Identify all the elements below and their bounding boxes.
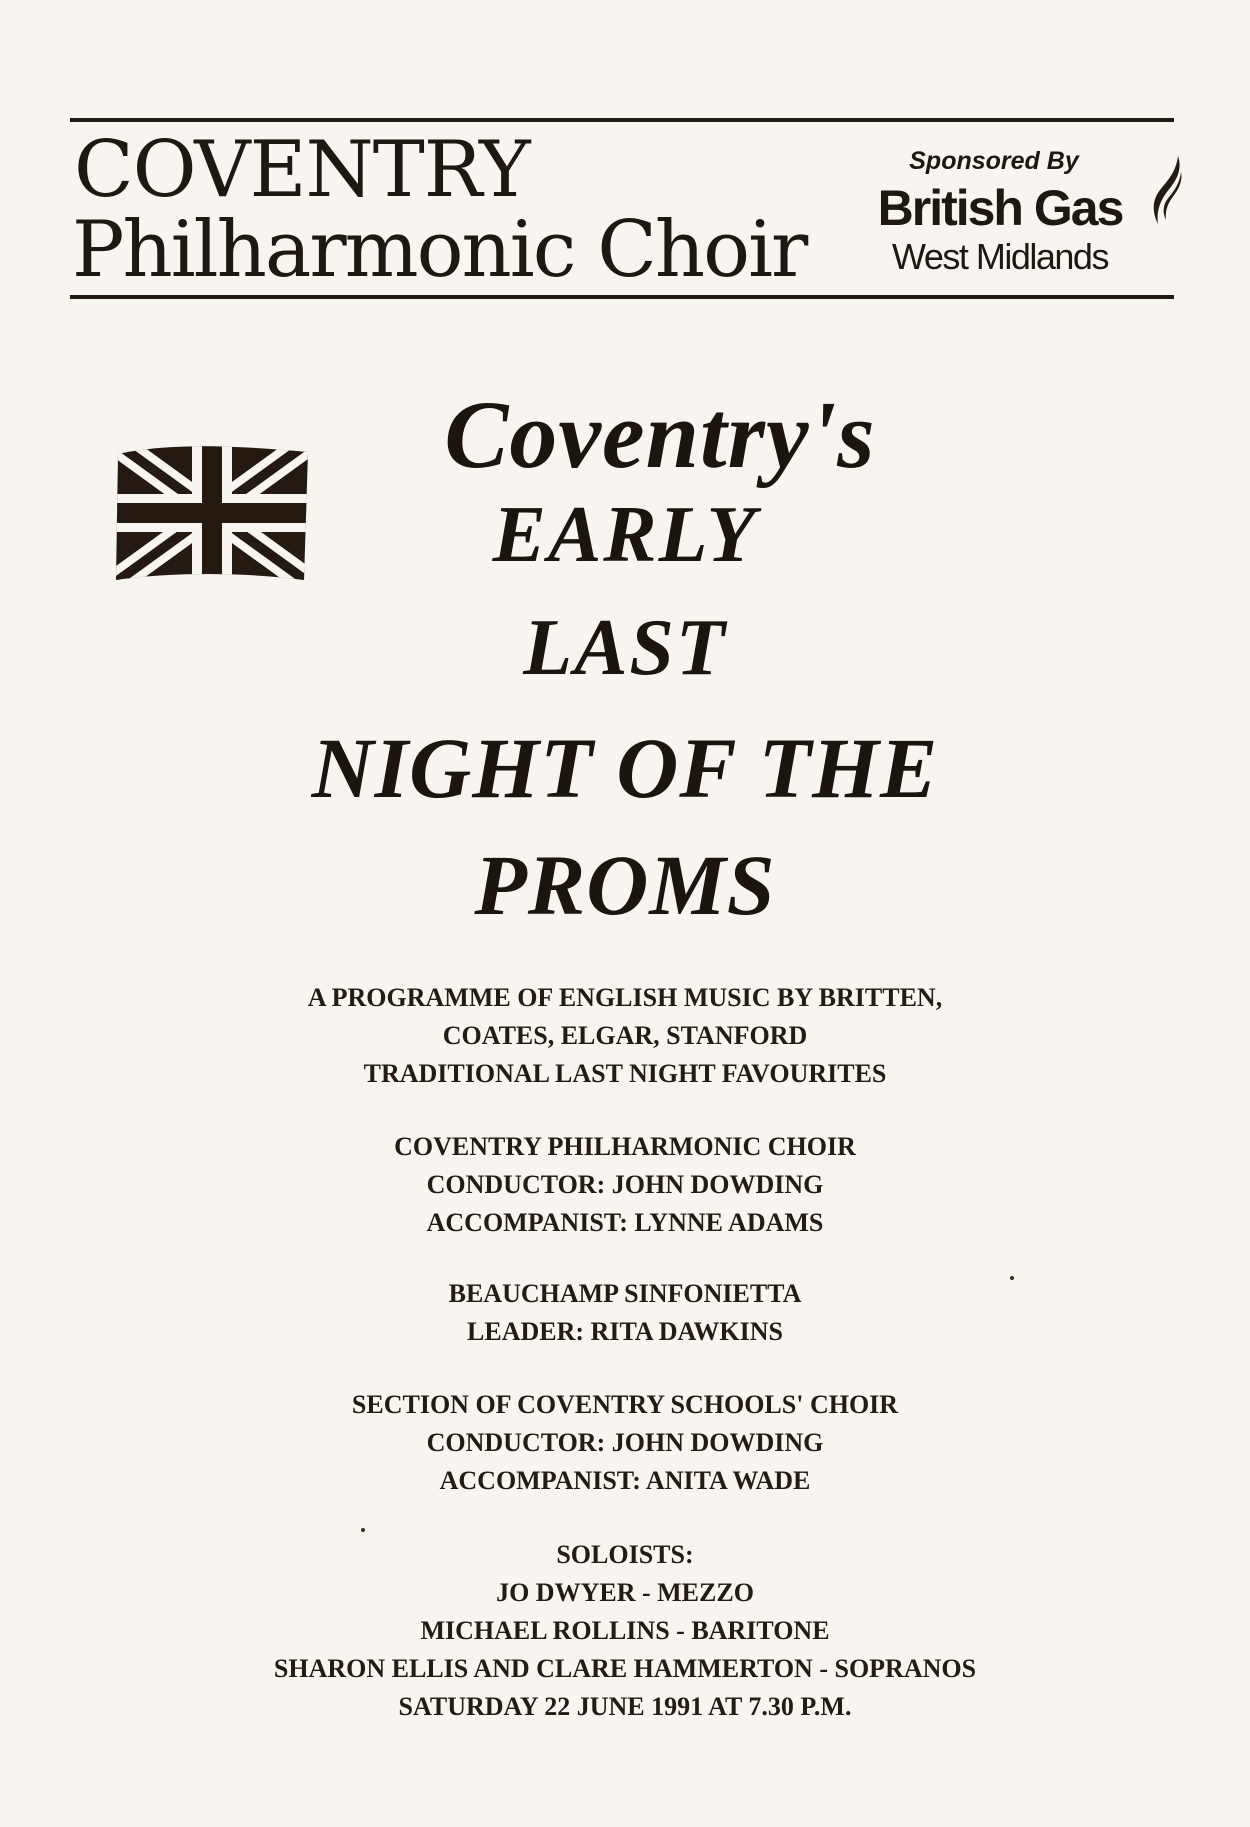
soloist-line: SHARON ELLIS AND CLARE HAMMERTON - SOPRANOS bbox=[273, 1654, 977, 1683]
choir-name: COVENTRY PHILHARMONIC CHOIR bbox=[394, 1132, 856, 1161]
schools-choir-conductor: CONDUCTOR: JOHN DOWDING bbox=[426, 1428, 824, 1457]
title-line-last: LAST bbox=[523, 604, 727, 692]
event-date-time: SATURDAY 22 JUNE 1991 AT 7.30 P.M. bbox=[398, 1692, 852, 1721]
soloist-line: MICHAEL ROLLINS - BARITONE bbox=[420, 1616, 830, 1645]
sponsor-region: West Midlands bbox=[892, 236, 1108, 277]
programme-line: A PROGRAMME OF ENGLISH MUSIC BY BRITTEN, bbox=[307, 983, 943, 1012]
orchestra-credits bbox=[0, 1275, 1250, 1351]
choir-name-line2: Philharmonic Choir bbox=[72, 205, 807, 295]
choir-conductor: CONDUCTOR: JOHN DOWDING bbox=[426, 1170, 824, 1199]
title-line-coventrys: Coventry's bbox=[444, 381, 876, 488]
programme-line: TRADITIONAL LAST NIGHT FAVOURITES bbox=[363, 1059, 887, 1088]
title-line-night-of-the: NIGHT OF THE bbox=[311, 720, 939, 816]
title-line-early: EARLY bbox=[492, 491, 758, 579]
schools-choir-name: SECTION OF COVENTRY SCHOOLS' CHOIR bbox=[351, 1390, 899, 1419]
title-line-proms: PROMS bbox=[474, 837, 776, 933]
flame-icon bbox=[1148, 154, 1184, 228]
soloists-section bbox=[0, 1536, 1250, 1726]
sponsored-by-label: Sponsored By bbox=[909, 147, 1079, 175]
choir-name-line1: COVENTRY bbox=[74, 125, 530, 215]
programme-line: COATES, ELGAR, STANFORD bbox=[442, 1021, 808, 1050]
print-speck bbox=[1010, 1276, 1014, 1280]
choir-accompanist: ACCOMPANIST: LYNNE ADAMS bbox=[426, 1208, 824, 1237]
sponsor-name: British Gas bbox=[877, 180, 1123, 236]
orchestra-name: BEAUCHAMP SINFONIETTA bbox=[448, 1279, 802, 1308]
soloist-line: JO DWYER - MEZZO bbox=[496, 1578, 754, 1607]
header-band bbox=[70, 118, 1174, 303]
orchestra-leader: LEADER: RITA DAWKINS bbox=[467, 1317, 783, 1346]
schools-choir-accompanist: ACCOMPANIST: ANITA WADE bbox=[439, 1466, 811, 1495]
header-bottom-rule bbox=[70, 295, 1174, 299]
programme-description bbox=[0, 979, 1250, 1093]
schools-choir-credits bbox=[0, 1386, 1250, 1500]
soloists-heading: SOLOISTS: bbox=[556, 1540, 694, 1569]
print-speck bbox=[361, 1528, 365, 1532]
header-top-rule bbox=[70, 118, 1174, 122]
choir-credits bbox=[0, 1128, 1250, 1242]
